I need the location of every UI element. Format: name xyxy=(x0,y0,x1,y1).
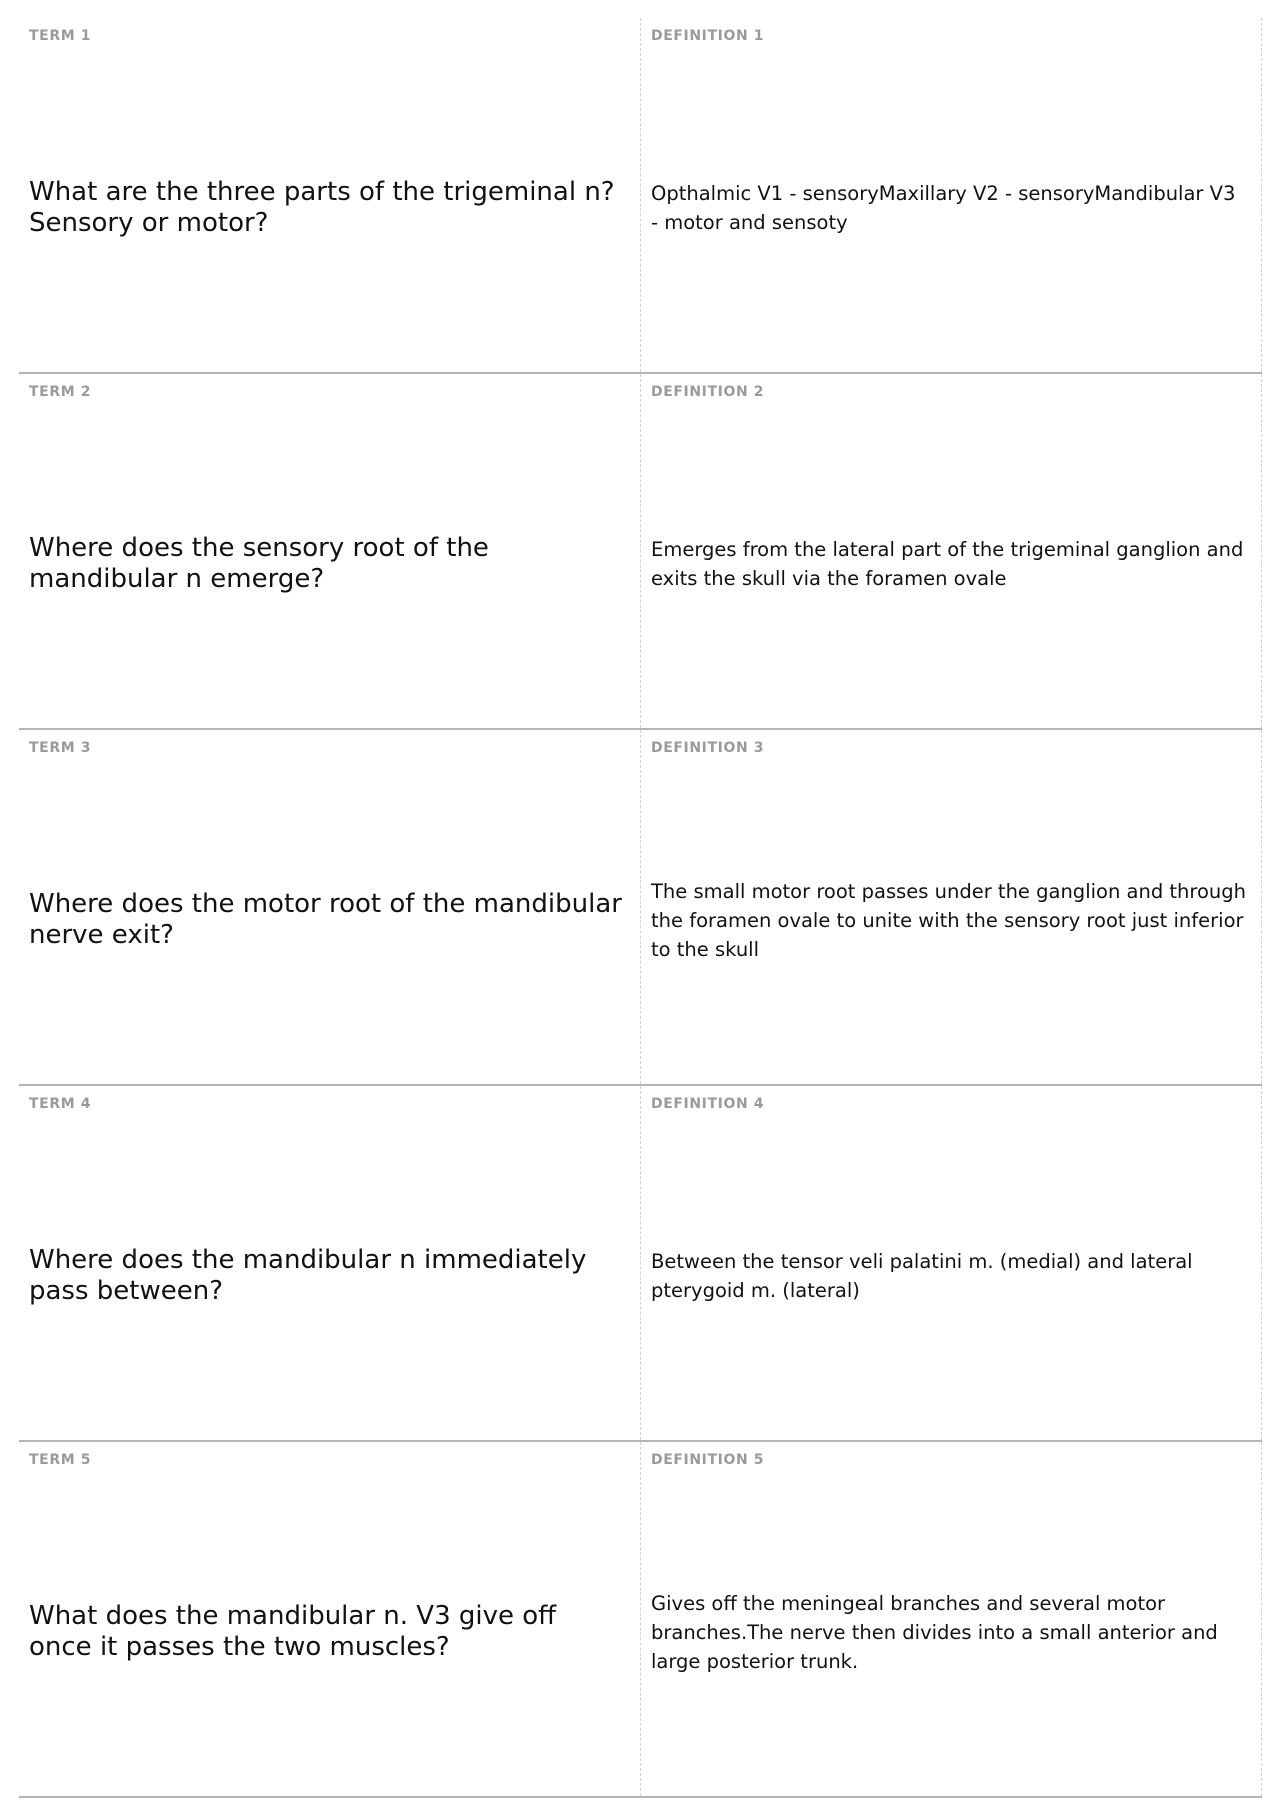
term-cell xyxy=(19,1442,641,1796)
definition-text: The small motor root passes under the ganglion and through the foramen ovale to unite with the sensory root just inferior to the skull xyxy=(651,879,1247,961)
term-label: TERM 2 xyxy=(29,384,92,400)
term-cell xyxy=(19,374,641,728)
flashcard-row xyxy=(19,1086,1262,1442)
term-cell xyxy=(19,18,641,372)
definition-cell xyxy=(641,374,1262,728)
term-label: TERM 4 xyxy=(29,1096,92,1112)
flashcard-row xyxy=(19,374,1262,730)
term-text: Where does the mandibular n immediately pass between? xyxy=(29,1245,587,1306)
term-cell xyxy=(19,1086,641,1440)
definition-label: DEFINITION 4 xyxy=(651,1096,765,1112)
definition-cell xyxy=(641,1442,1262,1796)
term-text: Where does the motor root of the mandibular nerve exit? xyxy=(29,889,622,950)
flashcard-row xyxy=(19,1442,1262,1798)
definition-label: DEFINITION 2 xyxy=(651,384,765,400)
flashcard-row xyxy=(19,730,1262,1086)
definition-cell xyxy=(641,730,1262,1084)
definition-text: Gives off the meningeal branches and several motor branches.The nerve then divides into a small anterior and large posterior trunk. xyxy=(651,1591,1218,1673)
term-label: TERM 1 xyxy=(29,28,92,44)
definition-text: Opthalmic V1 - sensoryMaxillary V2 - sensoryMandibular V3 - motor and sensoty xyxy=(651,182,1236,234)
definition-cell xyxy=(641,1086,1262,1440)
term-text: What are the three parts of the trigeminal n? Sensory or motor? xyxy=(29,177,615,238)
term-label: TERM 3 xyxy=(29,740,92,756)
definition-text: Emerges from the lateral part of the trigeminal ganglion and exits the skull via the foramen ovale xyxy=(651,538,1244,590)
definition-label: DEFINITION 1 xyxy=(651,28,765,44)
definition-cell xyxy=(641,18,1262,372)
term-cell xyxy=(19,730,641,1084)
term-text: What does the mandibular n. V3 give off once it passes the two muscles? xyxy=(29,1601,557,1662)
flashcard-row xyxy=(19,18,1262,374)
flashcard-sheet xyxy=(19,18,1262,1798)
definition-label: DEFINITION 3 xyxy=(651,740,765,756)
definition-text: Between the tensor veli palatini m. (medial) and lateral pterygoid m. (lateral) xyxy=(651,1250,1193,1302)
definition-label: DEFINITION 5 xyxy=(651,1452,765,1468)
term-text: Where does the sensory root of the mandibular n emerge? xyxy=(29,533,489,594)
term-label: TERM 5 xyxy=(29,1452,92,1468)
